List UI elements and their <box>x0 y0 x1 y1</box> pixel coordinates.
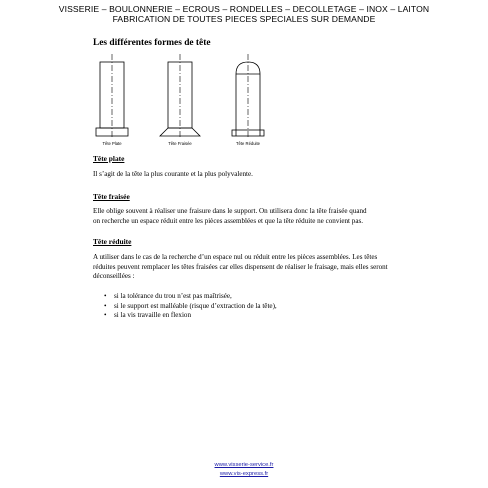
head-shapes-figure <box>80 50 300 150</box>
head-shapes-drawing <box>80 50 300 150</box>
footer-link-visserie-service[interactable]: www.visserie-service.fr <box>214 462 274 468</box>
section-title: Les différentes formes de tête <box>93 38 211 48</box>
figure-tete-reduite <box>232 54 264 138</box>
footer-link-1-wrap <box>0 462 488 468</box>
text-tete-reduite-line-1: A utiliser dans le cas de la recherche d’un espace nul ou réduit entre les pièces assemblées. Les têtes <box>93 253 378 261</box>
header-line-1: VISSERIE – BOULONNERIE – ECROUS – RONDELLES – DECOLLETAGE – INOX – LAITON <box>58 4 430 14</box>
caption-tete-plate: Tête Plate <box>102 141 122 146</box>
heading-tete-reduite: Tête réduite <box>93 237 132 246</box>
caption-tete-fraisee: Tête Fraisée <box>168 141 192 146</box>
reduite-bullet-list <box>104 292 277 321</box>
figure-tete-plate <box>96 54 128 138</box>
figure-tete-fraisee <box>160 54 200 138</box>
text-tete-reduite-line-2: réduites peuvent remplacer les têtes fraisées car elles dispensent de réaliser le fraisage, mais elles seront <box>93 262 388 271</box>
footer-link-vis-express[interactable]: www.vis-express.fr <box>219 471 269 477</box>
text-tete-reduite-line-3: déconseillées : <box>93 272 135 281</box>
text-tete-reduite <box>93 253 413 282</box>
heading-tete-plate: Tête plate <box>93 154 125 163</box>
text-tete-plate: Il s’agit de la tête la plus courante et la plus polyvalente. <box>93 170 253 178</box>
caption-tete-reduite: Tête Réduite <box>236 141 260 146</box>
footer-link-2-wrap <box>0 471 488 477</box>
page-header <box>0 5 488 24</box>
heading-tete-fraisee: Tête fraisée <box>93 192 130 201</box>
text-tete-fraisee <box>93 207 413 226</box>
text-tete-fraisee-line-2: on recherche un espace réduit entre les pièces assemblées et que la tête réduite ne convient pas. <box>93 216 364 225</box>
list-item: • si la vis travaille en flexion <box>104 311 277 321</box>
list-item: • si le support est malléable (risque d’extraction de la tête), <box>104 302 277 312</box>
header-line-2: FABRICATION DE TOUTES PIECES SPECIALES SUR DEMANDE <box>112 13 376 24</box>
text-tete-fraisee-line-1: Elle oblige souvent à réaliser une fraisure dans le support. On utilisera donc la tête fraisée quand <box>93 207 367 215</box>
list-item: • si la tolérance du trou n’est pas maîtrisée, <box>104 292 277 302</box>
